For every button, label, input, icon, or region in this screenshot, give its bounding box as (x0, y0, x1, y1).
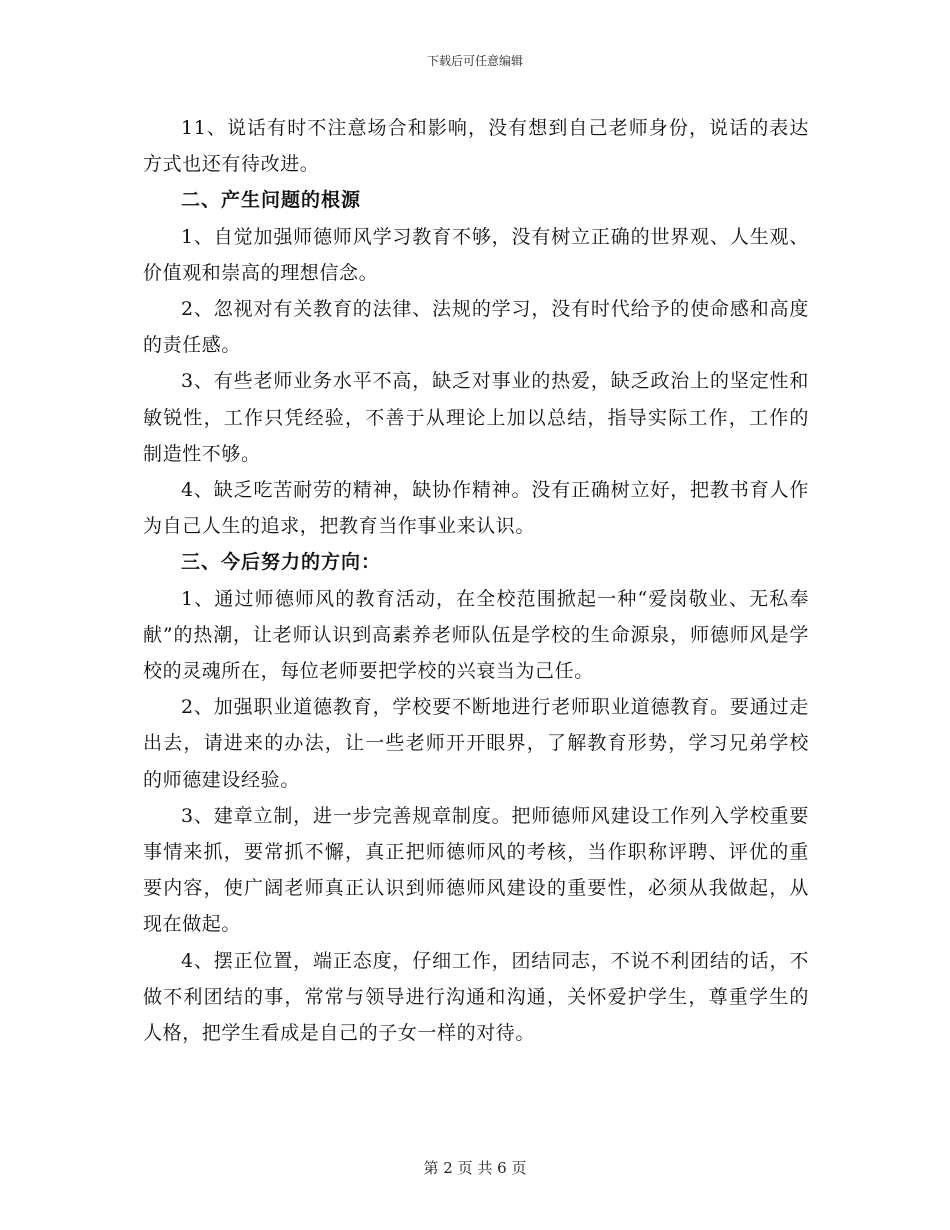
paragraph-item-11: 11、说话有时不注意场合和影响，没有想到自己老师身份，说话的表达方式也还有待改进。 (143, 117, 809, 176)
section2-item-2: 2、忽视对有关教育的法律、法规的学习，没有时代给予的使命感和高度的责任感。 (143, 298, 809, 357)
page-number: 第 2 页 共 6 页 (423, 1159, 527, 1177)
section3-item-3: 3、建章立制，进一步完善规章制度。把师德师风建设工作列入学校重要事情来抓，要常抓不懈，真正把师德师风的考核，当作职称评聘、评优的重要内容，使广阔老师真正认识到师德师风建设的重要性，必须从我做起，从现在做起。 (143, 804, 809, 936)
section3-item-1: 1、通过师德师风的教育活动，在全校范围掀起一种“爱岗敬业、无私奉献”的热潮，让老师认识到高素养老师队伍是学校的生命源泉，师德师风是学校的灵魂所在，每位老师要把学校的兴衰当为己任。 (143, 587, 809, 683)
section2-item-1: 1、自觉加强师德师风学习教育不够，没有树立正确的世界观、人生观、价值观和崇高的理想信念。 (143, 225, 809, 284)
section-heading-3: 三、今后努力的方向： (181, 551, 382, 574)
section-heading-2: 二、产生问题的根源 (181, 189, 362, 212)
document-body (143, 110, 809, 1051)
page-header: 下载后可任意编辑 (426, 54, 523, 68)
section3-item-2: 2、加强职业道德教育，学校要不断地进行老师职业道德教育。要通过走出去，请进来的办法，让一些老师开开眼界，了解教育形势，学习兄弟学校的师德建设经验。 (143, 696, 809, 791)
section2-item-3: 3、有些老师业务水平不高，缺乏对事业的热爱，缺乏政治上的坚定性和敏锐性，工作只凭经验，不善于从理论上加以总结，指导实际工作，工作的制造性不够。 (143, 370, 809, 465)
section2-item-4: 4、缺乏吃苦耐劳的精神，缺协作精神。没有正确树立好，把教书育人作为自己人生的追求，把教育当作事业来认识。 (143, 479, 809, 538)
section3-item-4: 4、摆正位置，端正态度，仔细工作，团结同志，不说不利团结的话，不做不利团结的事，常常与领导进行沟通和沟通，关怀爱护学生，尊重学生的人格，把学生看成是自己的子女一样的对待。 (143, 949, 809, 1045)
